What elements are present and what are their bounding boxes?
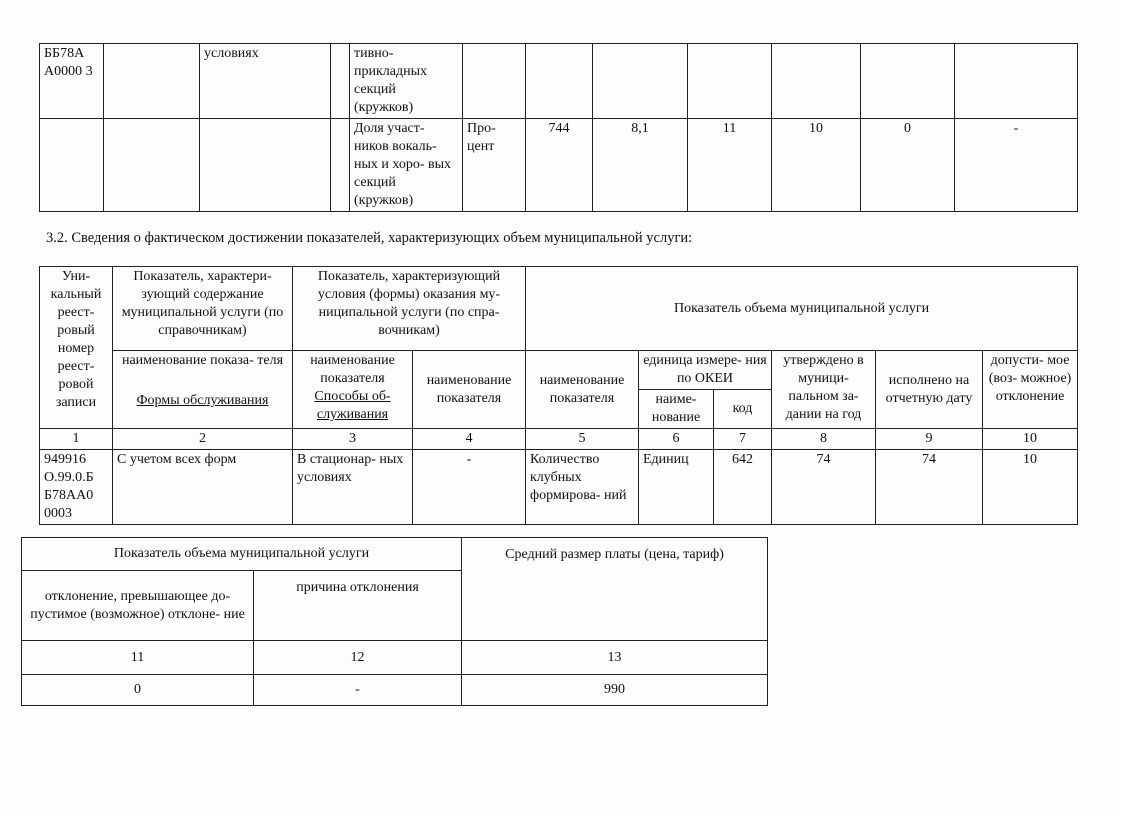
volume-indicator-header: Показатель объема муниципальной услуги (526, 267, 1078, 351)
average-fee-header: Средний размер платы (цена, тариф) (462, 538, 768, 641)
unique-number-header: Уни- кальный реест- ровый номер реест- ровой записи (40, 267, 113, 429)
service-methods-label: Способы об- служивания (314, 389, 391, 422)
exceed-deviation-header: отклонение, превышающее до- пустимое (возможное) отклоне- ние (22, 571, 254, 641)
indicator-cell: Доля участ- ников вокаль- ных и хоро- вых секций (кружков) (350, 119, 463, 212)
table-header-row (22, 538, 768, 571)
name-indicator-header: наименование показателя (526, 351, 639, 429)
registry-code-cell: ББ78А А0000 3 (40, 44, 104, 119)
allowed-deviation-header: допусти- мое (воз- можное) отклонение (983, 351, 1078, 429)
conditions-cell: условиях (200, 44, 331, 119)
executed-header: исполнено на отчетную дату (876, 351, 983, 429)
name-indicator-header: наименование показателя Способы об- служивания (293, 351, 413, 429)
previous-page-table (39, 43, 1078, 212)
volume-indicator-header: Показатель объема муниципальной услуги (22, 538, 462, 571)
table-row (40, 450, 1078, 525)
section-heading: 3.2. Сведения о фактическом достижении показателей, характеризующих объем муниципальной услуги: (46, 230, 693, 246)
unit-cell: Про- цент (463, 119, 526, 212)
table-header-row (40, 351, 1078, 390)
exceed-cell: 0 (861, 119, 955, 212)
conditions-indicator-header: Показатель, характеризующий условия (формы) оказания му- ниципальной услуги (по спра- вочникам) (293, 267, 526, 351)
content-cell: С учетом всех форм (113, 450, 293, 525)
okei-cell: 744 (526, 119, 593, 212)
conditions-cell: В стационар- ных условиях (293, 450, 413, 525)
executed-cell: 11 (688, 119, 772, 212)
deviation-reason-header: причина отклонения (254, 571, 462, 641)
exceed-value-cell: 0 (22, 675, 254, 706)
dash-cell: - (413, 450, 526, 525)
allowed-cell: 10 (983, 450, 1078, 525)
indicator-cell: Количество клубных формирова- ний (526, 450, 639, 525)
approved-cell: 74 (772, 450, 876, 525)
executed-cell: 74 (876, 450, 983, 525)
column-number-row: 1 2 3 4 5 6 7 8 9 10 (40, 429, 1078, 450)
okei-unit-header: единица измере- ния по ОКЕИ (639, 351, 772, 390)
name-indicator-header: наименование показа- теля Формы обслуживания (113, 351, 293, 429)
fee-table (21, 537, 768, 706)
approved-header: утверждено в муници- пальном за- дании на год (772, 351, 876, 429)
registry-code-cell: 949916 О.99.0.Б Б78АА0 0003 (40, 450, 113, 525)
reason-value-cell: - (254, 675, 462, 706)
name-indicator-header: наименование показателя (413, 351, 526, 429)
content-indicator-header: Показатель, характери- зующий содержание муниципальной услуги (по справочникам) (113, 267, 293, 351)
volume-table (39, 266, 1078, 525)
unit-name-header: наиме- нование (639, 390, 714, 429)
unit-code-header: код (714, 390, 772, 429)
allowed-cell: 10 (772, 119, 861, 212)
indicator-cell: тивно- прикладных секций (кружков) (350, 44, 463, 119)
fee-value-cell: 990 (462, 675, 768, 706)
reason-cell: - (955, 119, 1078, 212)
okei-code-cell: 642 (714, 450, 772, 525)
table-row (40, 119, 1078, 212)
approved-cell: 8,1 (593, 119, 688, 212)
table-header-row (40, 267, 1078, 351)
column-number-row: 11 12 13 (22, 641, 768, 675)
service-forms-label: Формы обслуживания (136, 393, 269, 408)
table-row (40, 44, 1078, 119)
unit-cell: Единиц (639, 450, 714, 525)
table-row (22, 675, 768, 706)
